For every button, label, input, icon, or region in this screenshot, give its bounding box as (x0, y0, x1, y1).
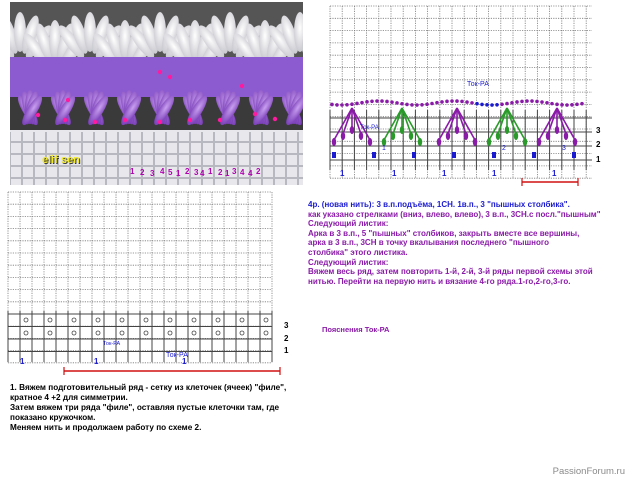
chart-bottom-row-3: 3 (284, 321, 289, 330)
chain-dot (445, 100, 449, 104)
photo-stitch-number: 1 (176, 169, 181, 178)
chain-dot (405, 103, 409, 107)
instr-left-line-1: 1. Вяжем подготовительный ряд - сетку из клеточек (ячеек) "филе", (10, 383, 287, 392)
photo-dot (240, 84, 244, 88)
watermark: PassionForum.ru (552, 466, 625, 477)
puff-stitch (464, 132, 468, 140)
chain-dot (360, 101, 364, 105)
chart-bottom-row-2: 2 (284, 334, 289, 343)
photo-stitch-number: 4 (200, 169, 205, 178)
empty-cell-circle (264, 318, 268, 322)
puff-stitch (437, 138, 441, 146)
empty-cell-circle (24, 318, 28, 322)
puff-stitch (409, 132, 413, 140)
photo-stitch-number: 4 (240, 168, 245, 177)
photo-dot (66, 98, 70, 102)
chain-dot (570, 103, 574, 107)
empty-cell-circle (264, 331, 268, 335)
chart-top-bottom-mark: 1 (442, 169, 447, 178)
photo-stitch-number: 2 (218, 168, 223, 177)
instr-line-1: 4р. (новая нить): 3 в.п.подъёма, 1СН. 1в.п., 3 "пышных столбика". (308, 200, 570, 209)
chart-bottom-bottom-mark: 1 (20, 357, 25, 366)
chart-bottom-bottom-mark: 1 (94, 357, 99, 366)
chart-top-row-2: 2 (596, 140, 601, 149)
photo-stitch-number: 2 (140, 168, 145, 177)
chain-dot (365, 100, 369, 104)
chain-dot (450, 99, 454, 103)
chain-dot (345, 103, 349, 107)
blue-mark (372, 152, 376, 158)
chart-top-row-3: 3 (596, 126, 601, 135)
photo-stitch-number: 5 (168, 168, 173, 177)
photo-dot (168, 75, 172, 79)
puff-stitch (332, 138, 336, 146)
chain-dot (515, 100, 519, 104)
photo-dot (93, 120, 97, 124)
chain-dot (470, 101, 474, 105)
puff-stitch (496, 132, 500, 140)
puff-stitch (391, 132, 395, 140)
chain-dot (330, 103, 334, 107)
chain-dot (430, 102, 434, 106)
chain-dot (525, 99, 529, 103)
chain-dot (540, 100, 544, 104)
chain-dot (520, 100, 524, 104)
chain-dot (435, 101, 439, 105)
chain-dot (385, 100, 389, 104)
chain-dot (560, 103, 564, 107)
instr-line-9: нитью. Перейти на первую нить и вязание 4-го ряда.1-го,2-го,3-го. (308, 276, 571, 286)
chart-top-bottom-mark: 1 (340, 169, 345, 178)
puff-stitch (546, 132, 550, 140)
photo-stitch-number: 3 (150, 169, 155, 178)
blue-mark (532, 152, 536, 158)
instr-line-6: столбика" этого листика. (308, 247, 408, 257)
empty-cell-circle (192, 331, 196, 335)
chain-dot (580, 102, 584, 106)
instr-left-line-5: Меняем нить и продолжаем работу по схеме 2. (10, 423, 202, 432)
puff-stitch (555, 126, 559, 134)
puff-stitch (473, 138, 477, 146)
blue-mark (412, 152, 416, 158)
photo-dot (123, 118, 127, 122)
chart-top-tag: Ток-РА (467, 81, 489, 88)
chart-top-bottom-mark: 1 (492, 169, 497, 178)
empty-cell-circle (216, 318, 220, 322)
puff-stitch (350, 126, 354, 134)
puff-stitch (505, 126, 509, 134)
empty-cell-circle (168, 331, 172, 335)
chart-bottom (0, 188, 290, 378)
photo-dot (158, 120, 162, 124)
chain-dot (420, 103, 424, 107)
grid-lines (330, 6, 592, 178)
puff-stitch (523, 138, 527, 146)
empty-cell-circle (72, 331, 76, 335)
chart-top-col-mark: 1 (382, 145, 386, 152)
photo-dot (63, 118, 67, 122)
chain-dot (410, 103, 414, 107)
photo-credit: elif sen (42, 154, 80, 166)
empty-cell-circle (192, 318, 196, 322)
puff-stitch (359, 132, 363, 140)
instr-left-line-3: Затем вяжем три ряда "филе", оставляя пустые клеточки там, где (10, 403, 280, 412)
chain-dot (355, 102, 359, 106)
chain-dot (475, 102, 479, 106)
empty-cell-circle (216, 331, 220, 335)
empty-cell-circle (240, 318, 244, 322)
instr-line-3: Следующий листик: (308, 219, 389, 229)
puff-stitch (418, 138, 422, 146)
chain-dot (485, 103, 489, 107)
chain-dot (415, 103, 419, 107)
chain-dot (460, 100, 464, 104)
crochet-photo (10, 2, 303, 185)
photo-dot (158, 70, 162, 74)
photo-stitch-number: 3 (194, 168, 199, 177)
puff-stitch (514, 132, 518, 140)
chain-dot (480, 103, 484, 107)
chain-dot (555, 103, 559, 107)
chart-bottom-tag-left: Ток-РА (103, 341, 121, 347)
chain-dot (505, 102, 509, 106)
empty-cell-circle (240, 331, 244, 335)
photo-dot (188, 118, 192, 122)
instr-left-line-2: кратное 4 +2 для симметрии. (10, 393, 128, 402)
chain-dot (395, 101, 399, 105)
empty-cell-circle (72, 318, 76, 322)
chain-dot (465, 100, 469, 104)
photo-dot (36, 113, 40, 117)
chain-dot (510, 101, 514, 105)
chart-top-row-1: 1 (596, 155, 601, 164)
photo-dot (218, 118, 222, 122)
empty-cell-circle (96, 331, 100, 335)
puff-stitch (341, 132, 345, 140)
instructions-left (10, 383, 310, 433)
instr-line-4: Арка в 3 в.п., 5 "пышных" столбиков, закрыть вместе все вершины, (308, 228, 580, 238)
photo-stitch-number: 1 (225, 169, 230, 178)
chain-dot (425, 102, 429, 106)
puff-stitch (564, 132, 568, 140)
legend-label: Пояснения Ток-РА (322, 325, 390, 334)
chart-bottom-row-1: 1 (284, 346, 289, 355)
instructions-right (308, 200, 630, 286)
chain-dot (340, 103, 344, 107)
chart-top-grid (322, 0, 592, 195)
puff-stitch (446, 132, 450, 140)
empty-cell-circle (24, 331, 28, 335)
chain-dot (380, 99, 384, 103)
chain-dot (455, 99, 459, 103)
chain-dot (500, 103, 504, 107)
chain-dot (530, 99, 534, 103)
empty-cell-circle (168, 318, 172, 322)
chain-dot (550, 102, 554, 106)
photo-dot (253, 112, 257, 116)
blue-mark (572, 152, 576, 158)
blue-mark (452, 152, 456, 158)
instr-line-2: как указано стрелками (вниз, влево, влево), 3 в.п., 3СН.с посл."пышным" (308, 209, 601, 219)
instr-line-5: арка в 3 в.п., 3СН в точку вкалывания последнего "пышного (308, 238, 549, 248)
empty-cell-circle (144, 318, 148, 322)
photo-stitch-number: 2 (185, 167, 190, 176)
chart-bottom-grid (0, 188, 290, 378)
puff-stitch (368, 138, 372, 146)
instr-line-8: Вяжем весь ряд, затем повторить 1-й, 2-й, 3-й ряды первой схемы этой (308, 267, 593, 277)
instr-left-line-4: показано кружочком. (10, 413, 96, 422)
empty-cell-circle (48, 318, 52, 322)
chain-dot (535, 100, 539, 104)
empty-cell-circle (120, 331, 124, 335)
chain-dot (490, 103, 494, 107)
blue-mark (492, 152, 496, 158)
chart-top-col-mark: 3 (562, 145, 566, 152)
photo-stitch-number: 3 (232, 167, 237, 176)
chart-bottom-tag: Ток-РА (166, 352, 188, 359)
photo-stitch-number: 1 (208, 167, 213, 176)
chart-top-bottom-mark: 1 (392, 169, 397, 178)
instr-line-7: Следующий листик: (308, 257, 389, 267)
chart-top-bottom-mark: 1 (552, 169, 557, 178)
photo-stitch-number: 1 (130, 167, 135, 176)
chain-dot (495, 103, 499, 107)
chart-bottom-bottom-mark: 1 (182, 357, 187, 366)
empty-cell-circle (120, 318, 124, 322)
chain-dot (370, 99, 374, 103)
puff-stitch (400, 126, 404, 134)
chain-dot (565, 103, 569, 107)
puff-stitch (537, 138, 541, 146)
chain-dot (335, 103, 339, 107)
chain-dot (400, 102, 404, 106)
chart-top-tag-mid: Ток-РА (360, 125, 379, 131)
puff-stitch (487, 138, 491, 146)
chart-top (322, 0, 592, 195)
empty-cell-circle (96, 318, 100, 322)
chain-dot (390, 100, 394, 104)
chart-top-col-mark: 2 (502, 145, 506, 152)
empty-cell-circle (144, 331, 148, 335)
chain-dot (440, 100, 444, 104)
chain-dot (350, 102, 354, 106)
empty-cell-circle (48, 331, 52, 335)
photo-dot (273, 117, 277, 121)
chain-dot (375, 99, 379, 103)
chain-dot (575, 103, 579, 107)
puff-stitch (455, 126, 459, 134)
photo-stitch-number: 4 (248, 169, 253, 178)
photo-stitch-number: 4 (160, 167, 165, 176)
blue-mark (332, 152, 336, 158)
chain-dot (545, 101, 549, 105)
photo-stitch-number: 2 (256, 167, 261, 176)
puff-stitch (573, 138, 577, 146)
